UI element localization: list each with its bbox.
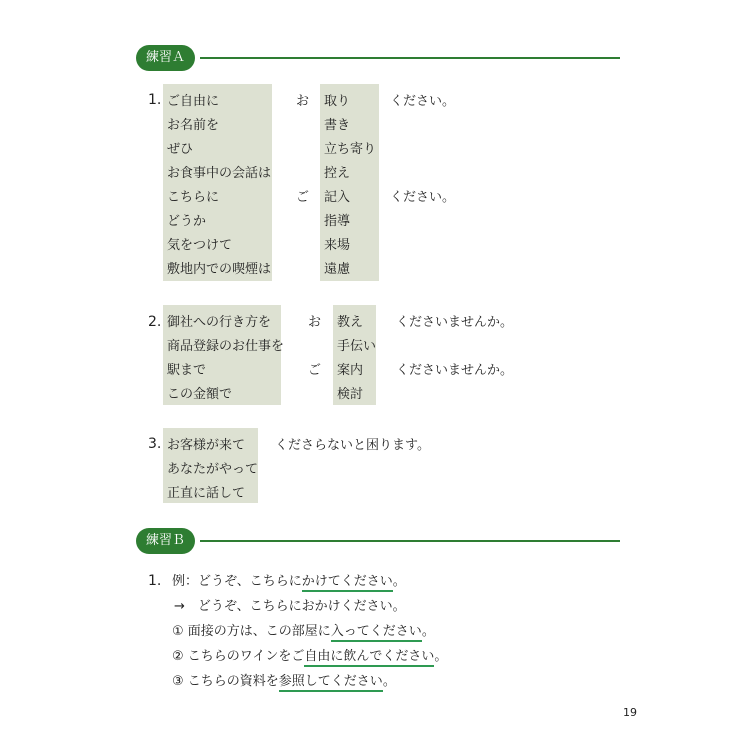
ex1-mid-5: 指導 <box>324 214 351 229</box>
ex1-left-2: ぜひ <box>167 142 194 157</box>
ex3-left-2: 正直に話して <box>167 486 246 501</box>
ex1-mid-3: 控え <box>324 166 351 181</box>
page-number: 19 <box>623 706 637 719</box>
ex2-mid-0: 教え <box>337 315 364 330</box>
ex2-left-0: 御社への行き方を <box>167 315 272 330</box>
b1-item-2-tail: 。 <box>434 649 448 664</box>
ex3-ending: くださらないと困ります。 <box>275 438 430 453</box>
b1-item-1-underlined: 入ってください <box>331 624 422 642</box>
ex3-number: 3. <box>148 436 162 452</box>
ex1-left-3: お食事中の会話は <box>167 166 272 181</box>
ex1-ending-1: ください。 <box>390 94 456 109</box>
ex1-mid-0: 取り <box>324 94 351 109</box>
ex1-mid-2: 立ち寄り <box>324 142 377 157</box>
b1-item-1-lead: ① 面接の方は、この部屋に <box>172 624 331 639</box>
ex2-left-1: 商品登録のお仕事を <box>167 339 285 354</box>
ex1-prefix-o: お <box>296 94 310 109</box>
b1-example-lead: 例：どうぞ、こちらに <box>172 574 302 589</box>
section-b-rule <box>200 540 620 542</box>
b1-example-tail: 。 <box>392 574 406 589</box>
ex1-mid-6: 来場 <box>324 238 351 253</box>
ex2-number: 2. <box>148 314 162 330</box>
section-a-badge: 練習Ａ <box>136 45 195 71</box>
ex3-left-0: お客様が来て <box>167 438 246 453</box>
ex3-left-1: あなたがやって <box>167 462 259 477</box>
b1-item-1-tail: 。 <box>421 624 435 639</box>
ex1-mid-4: 記入 <box>324 190 351 205</box>
ex1-mid-1: 書き <box>324 118 351 133</box>
section-a-rule <box>200 57 620 59</box>
ex1-left-4: こちらに <box>167 190 220 205</box>
b1-number: 1. <box>148 573 162 589</box>
ex1-number: 1. <box>148 92 162 108</box>
ex2-prefix-o: お <box>308 315 322 330</box>
b1-item-3 <box>172 672 396 692</box>
b1-item-2-underlined: 自由に飲んでください <box>304 649 434 667</box>
section-b-badge: 練習Ｂ <box>136 528 195 554</box>
ex2-mid-2: 案内 <box>337 363 364 378</box>
b1-answer-line: → どうぞ、こちらにおかけください。 <box>174 599 406 614</box>
ex2-mid-3: 検討 <box>337 387 364 402</box>
ex2-ending-2: くださいませんか。 <box>396 363 514 378</box>
b1-item-2-lead: ② こちらのワインをご <box>172 649 305 664</box>
b1-item-3-lead: ③ こちらの資料を <box>172 674 279 689</box>
ex2-left-3: この金額で <box>167 387 233 402</box>
b1-item-3-tail: 。 <box>382 674 396 689</box>
b1-item-1 <box>172 622 435 642</box>
b1-item-3-underlined: 参照してください <box>279 674 383 692</box>
b1-example-line <box>172 572 406 592</box>
ex2-left-2: 駅まで <box>167 363 207 378</box>
ex1-mid-7: 遠慮 <box>324 262 351 277</box>
ex1-left-0: ご自由に <box>167 94 220 109</box>
ex1-left-7: 敷地内での喫煙は <box>167 262 272 277</box>
ex1-left-5: どうか <box>167 214 207 229</box>
b1-example-underlined: かけてください <box>302 574 393 592</box>
ex1-prefix-go: ご <box>296 190 310 205</box>
ex1-ending-2: ください。 <box>390 190 456 205</box>
ex1-left-6: 気をつけて <box>167 238 233 253</box>
ex2-mid-1: 手伝い <box>337 339 377 354</box>
ex1-left-1: お名前を <box>167 118 220 133</box>
b1-item-2 <box>172 647 447 667</box>
ex2-ending-1: くださいませんか。 <box>396 315 514 330</box>
ex2-prefix-go: ご <box>308 363 322 378</box>
